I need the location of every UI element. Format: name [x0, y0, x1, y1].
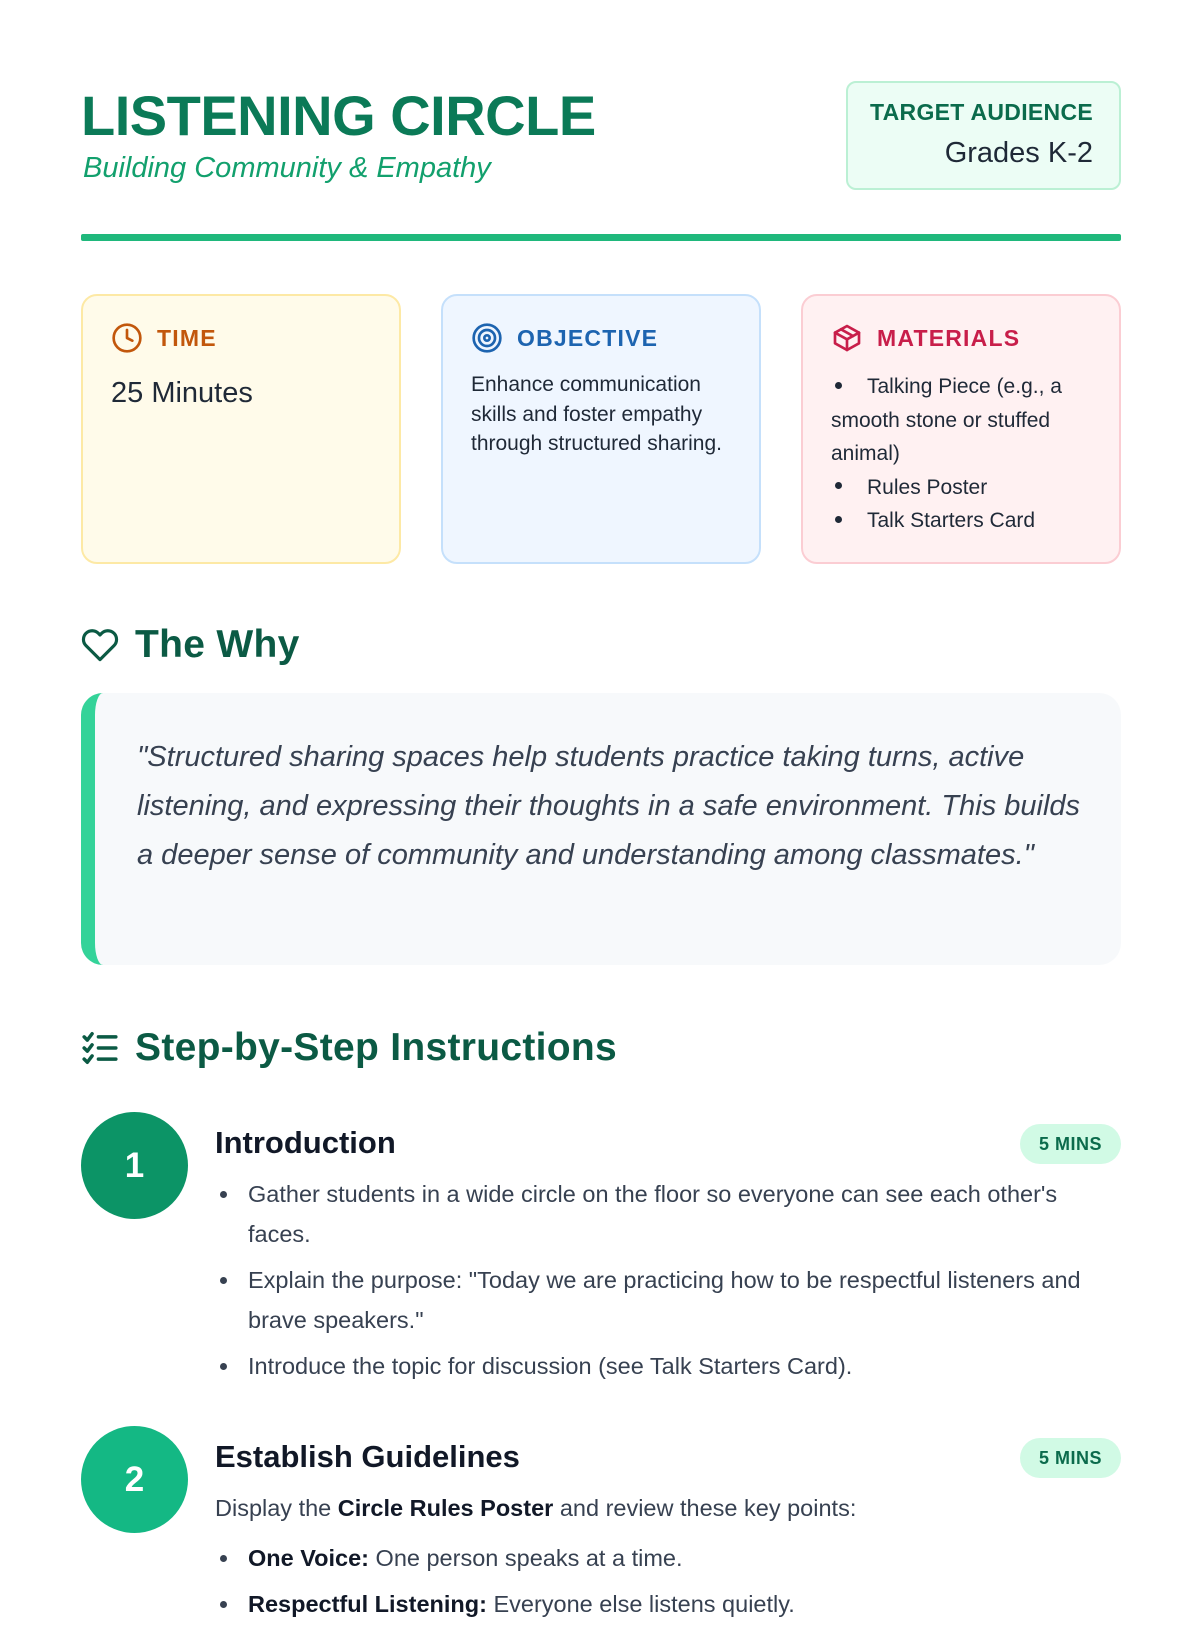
page-title: LISTENING CIRCLE — [81, 84, 596, 147]
objective-card-title: OBJECTIVE — [517, 324, 659, 351]
why-heading-text: The Why — [135, 623, 300, 666]
step-body — [215, 1488, 1121, 1630]
lead-bold: Circle Rules Poster — [337, 1495, 554, 1521]
step-2 — [81, 1426, 1121, 1626]
duration-badge: 5 MINS — [1020, 1124, 1121, 1164]
quote-text: "Structured sharing spaces help students practice taking turns, active listening, and expressing their thoughts in a safe environment. This builds a deeper sense of community and understanding among classmates." — [137, 741, 1081, 871]
list-item: Gather students in a wide circle on the floor so everyone can see each other's faces. — [215, 1174, 1121, 1254]
bullet-icon — [835, 382, 842, 389]
material-item: Talk Starters Card — [867, 509, 1036, 532]
step-1 — [81, 1112, 1121, 1412]
time-card — [81, 294, 401, 564]
step-title: Establish Guidelines — [215, 1439, 520, 1474]
audience-label: TARGET AUDIENCE — [870, 99, 1093, 125]
list-item — [215, 1584, 1121, 1624]
step-body — [215, 1174, 1121, 1392]
step-number: 2 — [81, 1426, 188, 1533]
clock-icon — [111, 322, 143, 354]
list-item: Introduce the topic for discussion (see Talk Starters Card). — [215, 1346, 1121, 1386]
lead-text: Display the — [215, 1495, 338, 1521]
lead-text: and review these key points: — [553, 1495, 857, 1521]
step-title: Introduction — [215, 1125, 396, 1160]
list-item: Explain the purpose: "Today we are practicing how to be respectful listeners and brave speakers." — [215, 1260, 1121, 1340]
materials-card-header — [831, 322, 1093, 354]
list-item — [831, 370, 1093, 471]
header — [81, 78, 1121, 198]
rule-term: Respectful Listening: — [248, 1591, 487, 1617]
audience-box — [846, 81, 1121, 190]
lesson-page — [81, 0, 1121, 1617]
step-bullets — [215, 1174, 1121, 1386]
list-item — [215, 1538, 1121, 1578]
instructions-heading-text: Step-by-Step Instructions — [135, 1026, 618, 1069]
material-item: Talking Piece (e.g., a smooth stone or stuffed animal) — [831, 375, 1062, 465]
info-cards — [81, 294, 1121, 564]
rule-term: One Voice: — [248, 1545, 370, 1571]
time-card-title: TIME — [157, 324, 217, 351]
time-value: 25 Minutes — [111, 377, 253, 409]
materials-list — [831, 370, 1093, 538]
why-heading — [81, 622, 300, 668]
page-subtitle: Building Community & Empathy — [83, 152, 491, 184]
objective-card-header — [471, 322, 733, 354]
rule-text: Everyone else listens quietly. — [486, 1591, 795, 1617]
why-quote — [81, 693, 1121, 965]
list-item — [831, 504, 1093, 538]
package-icon — [831, 322, 863, 354]
materials-card — [801, 294, 1121, 564]
heart-icon — [81, 626, 119, 664]
audience-value: Grades K-2 — [944, 137, 1093, 169]
rules-list — [215, 1538, 1121, 1624]
objective-text: Enhance communication skills and foster empathy through structured sharing. — [471, 373, 722, 455]
target-icon — [471, 322, 503, 354]
rule-text: One person speaks at a time. — [369, 1545, 683, 1571]
list-item — [831, 471, 1093, 505]
header-divider — [81, 234, 1121, 241]
objective-card — [441, 294, 761, 564]
time-card-header — [111, 322, 373, 354]
checklist-icon — [81, 1029, 119, 1067]
instructions-heading — [81, 1025, 617, 1071]
duration-badge: 5 MINS — [1020, 1438, 1121, 1478]
material-item: Rules Poster — [867, 475, 988, 499]
bullet-icon — [835, 516, 842, 523]
materials-card-title: MATERIALS — [877, 324, 1021, 351]
bullet-icon — [835, 482, 842, 489]
step-number: 1 — [81, 1112, 188, 1219]
step-lead — [215, 1488, 1121, 1528]
